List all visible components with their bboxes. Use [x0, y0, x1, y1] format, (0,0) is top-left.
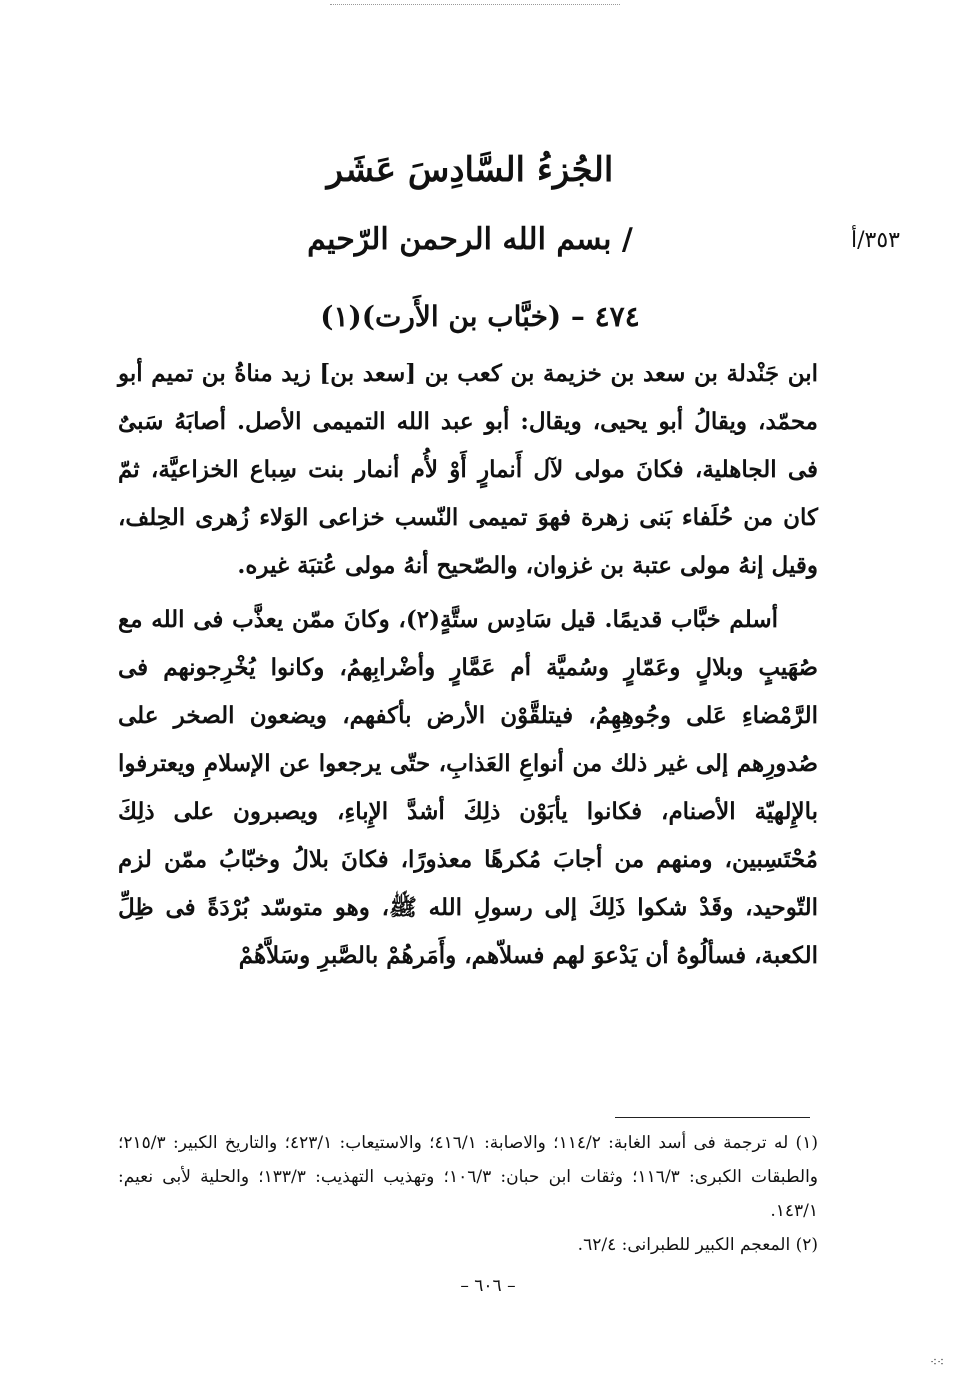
- part-title: الجُزءُ السَّادِسَ عَشَر: [326, 150, 614, 190]
- paragraph-1: ابن جَنْدلة بن سعد بن خزيمة بن كعب بن [سعد بن] زيد مناةُ بن تميم أبو محمّد، ويقالُ أبو يحيى، ويقال: أبو عبد الله التميمى الأصل. أصابَهُ سَبىٌ فى الجاهلية، فكانَ مولى لآل أَنمارٍ أَوْ لأُم أنمار بنت سِباع الخزاعيَّة، ثمّ كان من حُلَفاء بَنى زهرة فهوَ تميمى النّسب خزاعى الوَلاء زُهرى الحِلف، وقيل إنهُ مولى عتبة بن غزوان، والصّحيح أنهُ مولى عُتبَة غيره.: [118, 360, 818, 579]
- top-edge-rule: [330, 4, 620, 5]
- paragraph-2: أسلم خبَّاب قديمًا. قيل سَادِس ستَّةٍ(٢)، وكانَ ممّن يعذَّب فى الله مع صُهَيبٍ وبلالٍ وعَمّارٍ وسُميَّة أم عَمَّارٍ وأضْرابِهمُ، وكانوا يُخْرِجونهم فى الرَّمْضاءِ عَلى وجُوهِهِمُ، فيتلقَّوْن الأرض بأكفهم، ويضعون الصخر على صُدورِهم إلى غير ذلك من أنواعِ العَذابِ، حتّى يرجعوا عن الإسلامِ ويعترفوا بالإِلهيّة الأصنام، فكانوا يأبَوْن ذلِكَ أشدَّ الإِباءِ، ويصبرون على ذلِكَ مُحْتَسِبين، ومنهم من أجابَ مُكرهًا معذورًا، فكانَ بلالُ وخبّابُ ممّن لزم التّوحيد، وقَدْ شكوا ذَلِكَ إلى رسولِ الله ﷺ، وهو متوسّد بُرْدَةً فى ظِلِّ الكعبة، فسألُوهُ أن يَدْعوَ لهم فسلاّهم، وأَمَرهُمْ بالصَّبرِ وسَلاَّهُمْ: [118, 606, 818, 969]
- page-number: – ٦٠٦ –: [460, 1276, 516, 1296]
- footnote-1: (١) له ترجمة فى أسد الغابة: ١١٤/٢؛ والاصابة: ٤١٦/١؛ والاستيعاب: ٤٢٣/١؛ والتاريخ الكبير: ٢١٥/٣؛ والطبقات الكبرى: ١١٦/٣؛ وثقات ابن حبان: ١٠٦/٣؛ وتهذيب التهذيب: ١٣٣/٣؛ والحلية لأبى نعيم: ١٤٣/١.: [118, 1133, 818, 1221]
- footnotes: [118, 1126, 818, 1262]
- main-text: [118, 350, 818, 980]
- manuscript-folio-marker: ٣٥٣/أ: [851, 228, 900, 253]
- basmala-line: / بسم الله الرحمن الرّحيم: [307, 222, 633, 257]
- entry-heading: ٤٧٤ – (خبَّاب بن الأَرت)(١): [320, 300, 640, 333]
- footnote-2: (٢) المعجم الكبير للطبرانى: ٦٢/٤.: [577, 1235, 818, 1255]
- corner-scan-mark: ⁖⁖: [930, 1355, 945, 1369]
- footnote-separator: [615, 1117, 810, 1118]
